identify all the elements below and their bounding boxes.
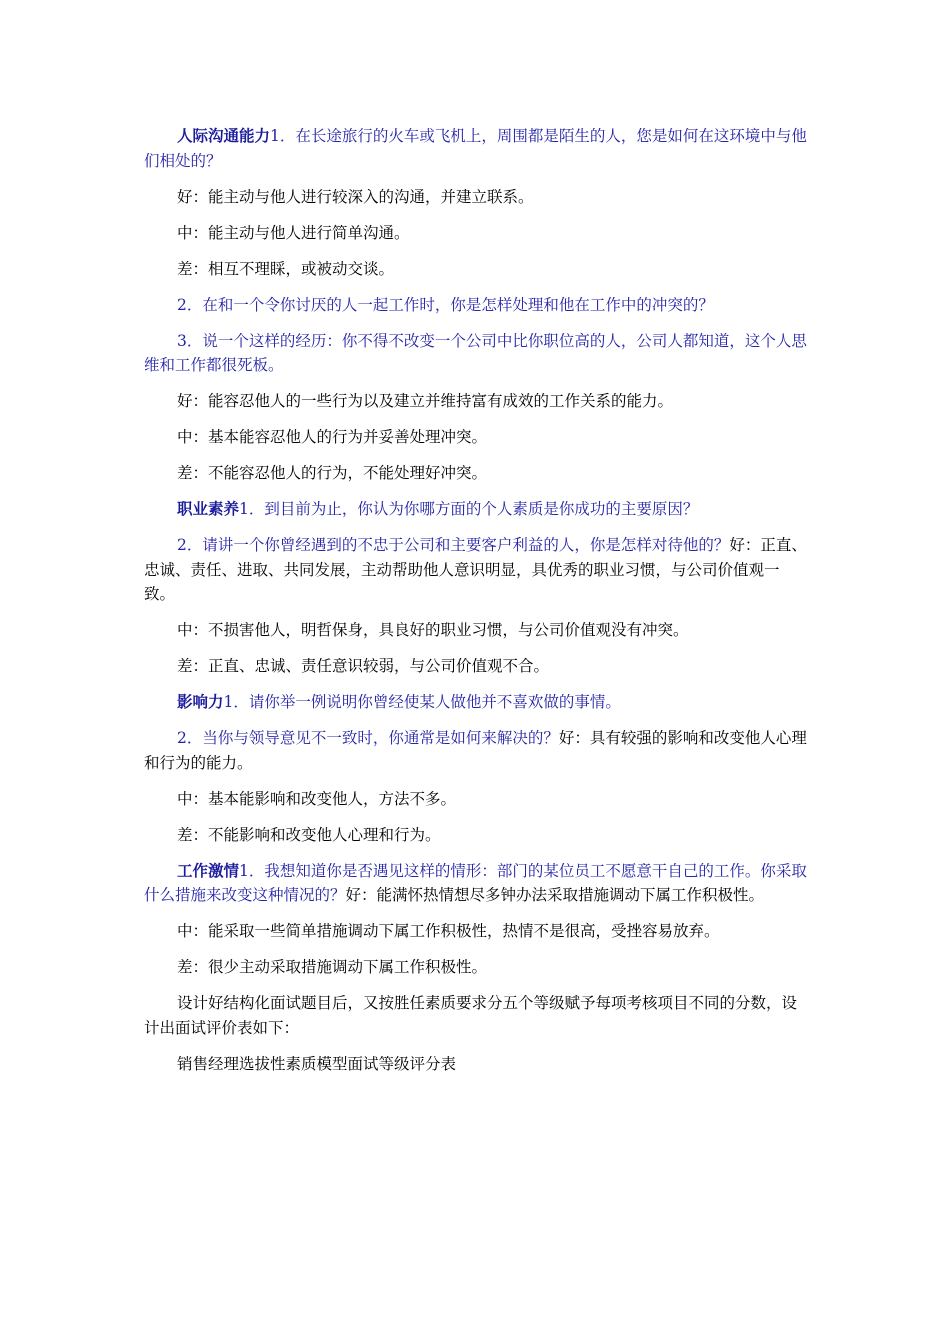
rating-good: 好：能容忍他人的一些行为以及建立并维持富有成效的工作关系的能力。 (177, 392, 674, 410)
paragraph (144, 726, 808, 775)
section-heading: 人际沟通能力 (177, 126, 271, 145)
section-heading: 职业素养 (177, 499, 240, 518)
rating-bad: 差：正直、忠诚、责任意识较弱，与公司价值观不合。 (177, 657, 550, 675)
document-body (144, 124, 808, 1088)
rating-good: 好：能主动与他人进行较深入的沟通，并建立联系。 (177, 187, 534, 206)
question: 1．在长途旅行的火车或飞机上，周围都是陌生的人，您是如何在这环境中与他们相处的？ (144, 127, 807, 170)
section-heading: 影响力 (177, 692, 224, 711)
closing-paragraph: 设计好结构化面试题目后，又按胜任素质要求分五个等级赋予每项考核项目不同的分数，设计出面试评价表如下： (144, 994, 798, 1037)
table-title: 销售经理选拔性素质模型面试等级评分表 (177, 1054, 457, 1073)
question: 1．到目前为止，你认为你哪方面的个人素质是你成功的主要原因？ (239, 500, 699, 518)
question: 3．说一个这样的经历：你不得不改变一个公司中比你职位高的人，公司人都知道，这个人思维和工作都很死板。 (144, 331, 807, 374)
rating-mid: 中：基本能容忍他人的行为并妥善处理冲突。 (177, 428, 488, 446)
question: 2．请讲一个你曾经遇到的不忠于公司和主要客户利益的人，你是怎样对待他的？ (177, 536, 730, 554)
paragraph (144, 533, 808, 607)
rating-good: 好：正直、忠诚、责任、进取、共同发展，主动帮助他人意识明显，具优秀的职业习惯，与公司价值观一致。 (144, 536, 807, 603)
rating-good: 好：具有较强的影响和改变他人心理和行为的能力。 (144, 729, 807, 772)
question: 1．请你举一例说明你曾经使某人做他并不喜欢做的事情。 (223, 693, 621, 711)
rating-bad: 差：不能影响和改变他人心理和行为。 (177, 825, 441, 844)
question: 1．我想知道你是否遇见这样的情形：部门的某位员工不愿意干自己的工作。你采取什么措施来改变这种情况的？ (144, 861, 807, 904)
question: 2．在和一个令你讨厌的人一起工作时，你是怎样处理和他在工作中的冲突的？ (177, 295, 714, 314)
rating-mid: 中：能采取一些简单措施调动下属工作积极性，热情不是很高，受挫容易放弃。 (177, 922, 720, 940)
rating-bad: 差：相互不理睬，或被动交谈。 (177, 259, 395, 278)
rating-mid: 中：不损害他人，明哲保身，具良好的职业习惯，与公司价值观没有冲突。 (177, 621, 689, 639)
rating-bad: 差：不能容忍他人的行为，不能处理好冲突。 (177, 464, 488, 482)
paragraph (144, 690, 808, 715)
section-heading: 工作激情 (177, 860, 240, 880)
paragraph (144, 497, 808, 522)
question: 2．当你与领导意见不一致时，你通常是如何来解决的？ (177, 729, 559, 747)
rating-mid: 中：能主动与他人进行简单沟通。 (177, 223, 410, 242)
paragraph (144, 124, 808, 173)
rating-bad: 差：很少主动采取措施调动下属工作积极性。 (177, 958, 488, 976)
paragraph (144, 859, 808, 908)
rating-mid: 中：基本能影响和改变他人，方法不多。 (177, 789, 457, 808)
rating-good: 好：能满怀热情想尽多钟办法采取措施调动下属工作积极性。 (345, 886, 765, 904)
